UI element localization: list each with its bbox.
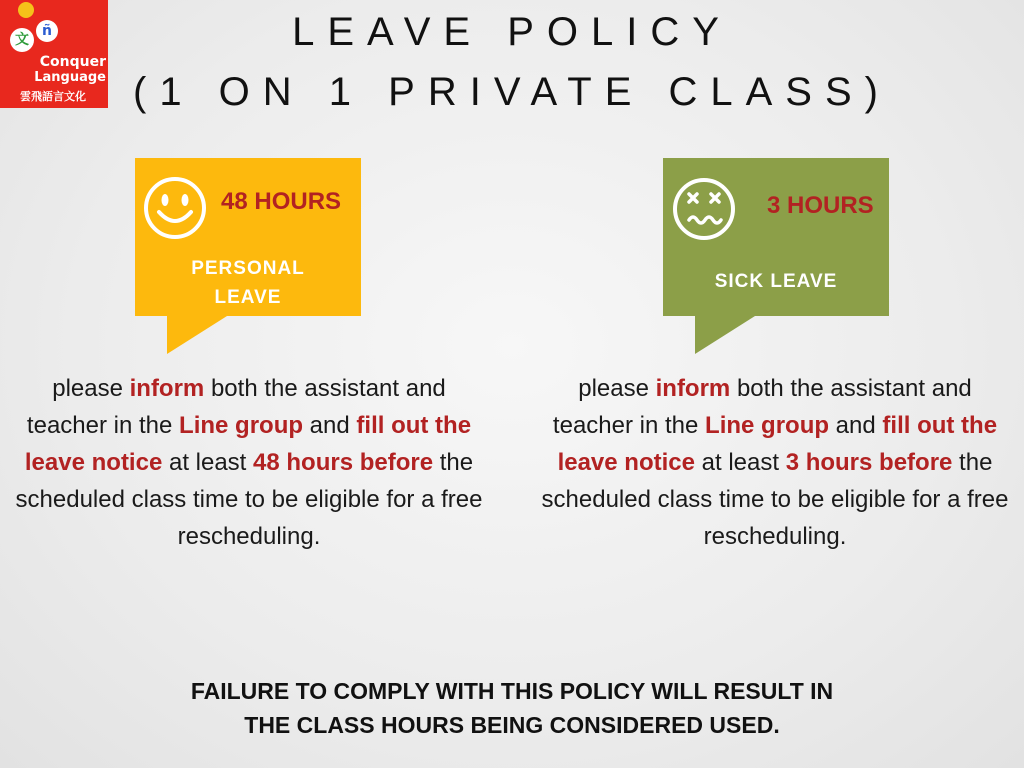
desc-text: at least	[162, 449, 254, 476]
sick-leave-label: SICK LEAVE	[714, 271, 838, 292]
desc-text: and	[303, 412, 357, 439]
sick-leave-hours: 3 HOURS	[767, 192, 874, 219]
page-subtitle: (1 ON 1 PRIVATE CLASS)	[133, 70, 891, 114]
footer-line-1: FAILURE TO COMPLY WITH THIS POLICY WILL RESULT IN	[190, 678, 834, 704]
desc-text: both the assistant and teacher in the	[552, 375, 972, 439]
logo-glyph-spanish: ñ	[42, 23, 52, 39]
desc-text: the scheduled class time to be eligible for a free rescheduling.	[541, 449, 1009, 550]
personal-leave-label-line-1: PERSONAL	[191, 258, 305, 279]
desc-highlight-inform: inform	[129, 375, 205, 402]
desc-text: and	[829, 412, 883, 439]
smiley-face-icon	[141, 174, 209, 242]
logo-text-language: Language	[34, 70, 106, 85]
logo-glyph-chinese: 文	[15, 32, 29, 48]
desc-text: both the assistant and teacher in the	[26, 375, 446, 439]
desc-highlight-leave-notice: fill out the leave notice	[24, 412, 472, 476]
callout-tail	[167, 316, 227, 354]
sick-leave-callout	[663, 158, 889, 316]
desc-text: please	[578, 375, 656, 402]
logo-chinese-bubble	[10, 28, 34, 52]
desc-highlight-hours-before: 3 hours before	[785, 449, 953, 476]
personal-leave-description	[14, 370, 484, 555]
personal-leave-callout	[135, 158, 361, 316]
desc-highlight-line-group: Line group	[179, 412, 304, 439]
desc-highlight-inform: inform	[655, 375, 731, 402]
logo-text-chinese-name: 雲飛語言文化	[20, 90, 86, 103]
desc-highlight-leave-notice: fill out the leave notice	[557, 412, 998, 476]
page-title: LEAVE POLICY	[292, 10, 732, 54]
desc-text: please	[52, 375, 130, 402]
footer-line-2: THE CLASS HOURS BEING CONSIDERED USED.	[244, 712, 780, 738]
logo-spanish-bubble	[36, 20, 58, 42]
callout-tail	[695, 316, 755, 354]
personal-leave-hours: 48 HOURS	[221, 188, 342, 215]
logo-text-conquer: Conquer	[39, 54, 106, 70]
personal-leave-label	[175, 254, 321, 312]
policy-warning-footer	[112, 674, 912, 742]
sick-leave-description	[540, 370, 1010, 555]
conquer-language-logo	[0, 0, 108, 108]
desc-text: the scheduled class time to be eligible for a free rescheduling.	[15, 449, 483, 550]
personal-leave-label-line-2: LEAVE	[214, 287, 282, 308]
logo-smile-icon	[18, 2, 34, 18]
desc-highlight-line-group: Line group	[705, 412, 830, 439]
dizzy-face-icon	[669, 174, 739, 244]
desc-highlight-hours-before: 48 hours before	[253, 449, 434, 476]
desc-text: at least	[694, 449, 786, 476]
